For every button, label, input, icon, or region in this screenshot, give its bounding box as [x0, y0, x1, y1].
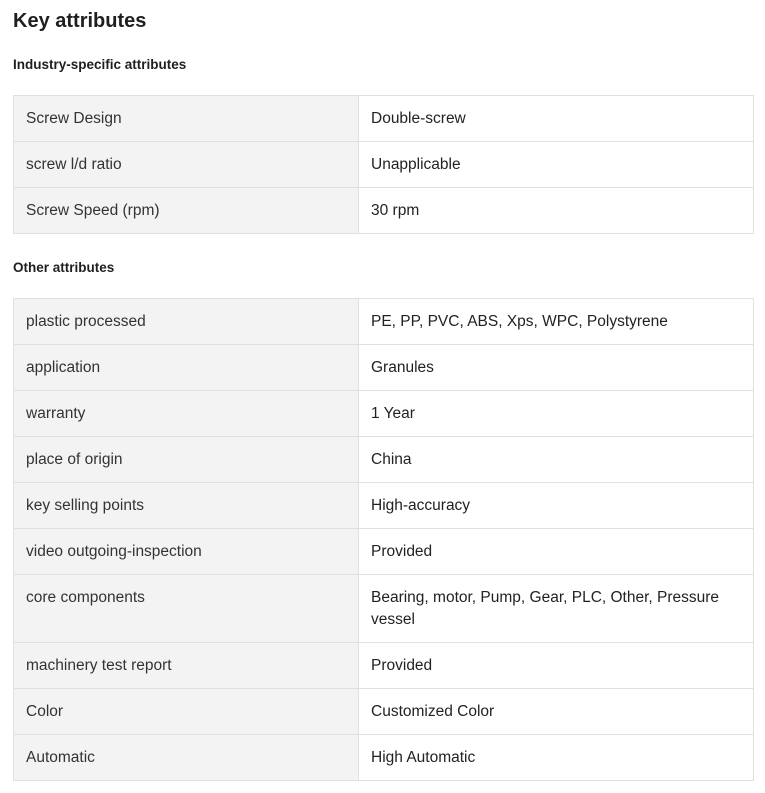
table-row: [14, 437, 754, 483]
table-row: [14, 575, 754, 643]
attribute-value: 30 rpm: [359, 188, 754, 234]
table-row: [14, 96, 754, 142]
section-heading-other: Other attributes: [13, 260, 115, 275]
attribute-key: Screw Design: [14, 96, 359, 142]
table-row: [14, 689, 754, 735]
table-row: [14, 299, 754, 345]
attribute-value: China: [359, 437, 754, 483]
attribute-value: Provided: [359, 643, 754, 689]
attribute-value: PE, PP, PVC, ABS, Xps, WPC, Polystyrene: [359, 299, 754, 345]
table-row: [14, 735, 754, 781]
attribute-key: warranty: [14, 391, 359, 437]
attribute-value: High-accuracy: [359, 483, 754, 529]
attribute-key: screw l/d ratio: [14, 142, 359, 188]
attribute-key: Screw Speed (rpm): [14, 188, 359, 234]
attribute-key: core components: [14, 575, 359, 643]
table-row: [14, 142, 754, 188]
attribute-key: video outgoing-inspection: [14, 529, 359, 575]
table-row: [14, 643, 754, 689]
attribute-key: key selling points: [14, 483, 359, 529]
page-title: Key attributes: [13, 10, 147, 32]
other-attributes-table: [13, 298, 754, 781]
table-row: [14, 483, 754, 529]
industry-attributes-table: [13, 95, 754, 234]
attribute-value: Customized Color: [359, 689, 754, 735]
table-row: [14, 391, 754, 437]
table-row: [14, 188, 754, 234]
attribute-key: machinery test report: [14, 643, 359, 689]
attribute-key: Automatic: [14, 735, 359, 781]
attribute-value: 1 Year: [359, 391, 754, 437]
section-heading-industry-specific: Industry-specific attributes: [13, 57, 187, 72]
attribute-value: Unapplicable: [359, 142, 754, 188]
table-row: [14, 345, 754, 391]
attribute-key: Color: [14, 689, 359, 735]
attribute-value: Provided: [359, 529, 754, 575]
attribute-value: Double-screw: [359, 96, 754, 142]
attribute-key: application: [14, 345, 359, 391]
attribute-value: High Automatic: [359, 735, 754, 781]
attribute-value: Granules: [359, 345, 754, 391]
attribute-key: plastic processed: [14, 299, 359, 345]
attribute-key: place of origin: [14, 437, 359, 483]
table-row: [14, 529, 754, 575]
attribute-value: Bearing, motor, Pump, Gear, PLC, Other, Pressure vessel: [359, 575, 754, 643]
